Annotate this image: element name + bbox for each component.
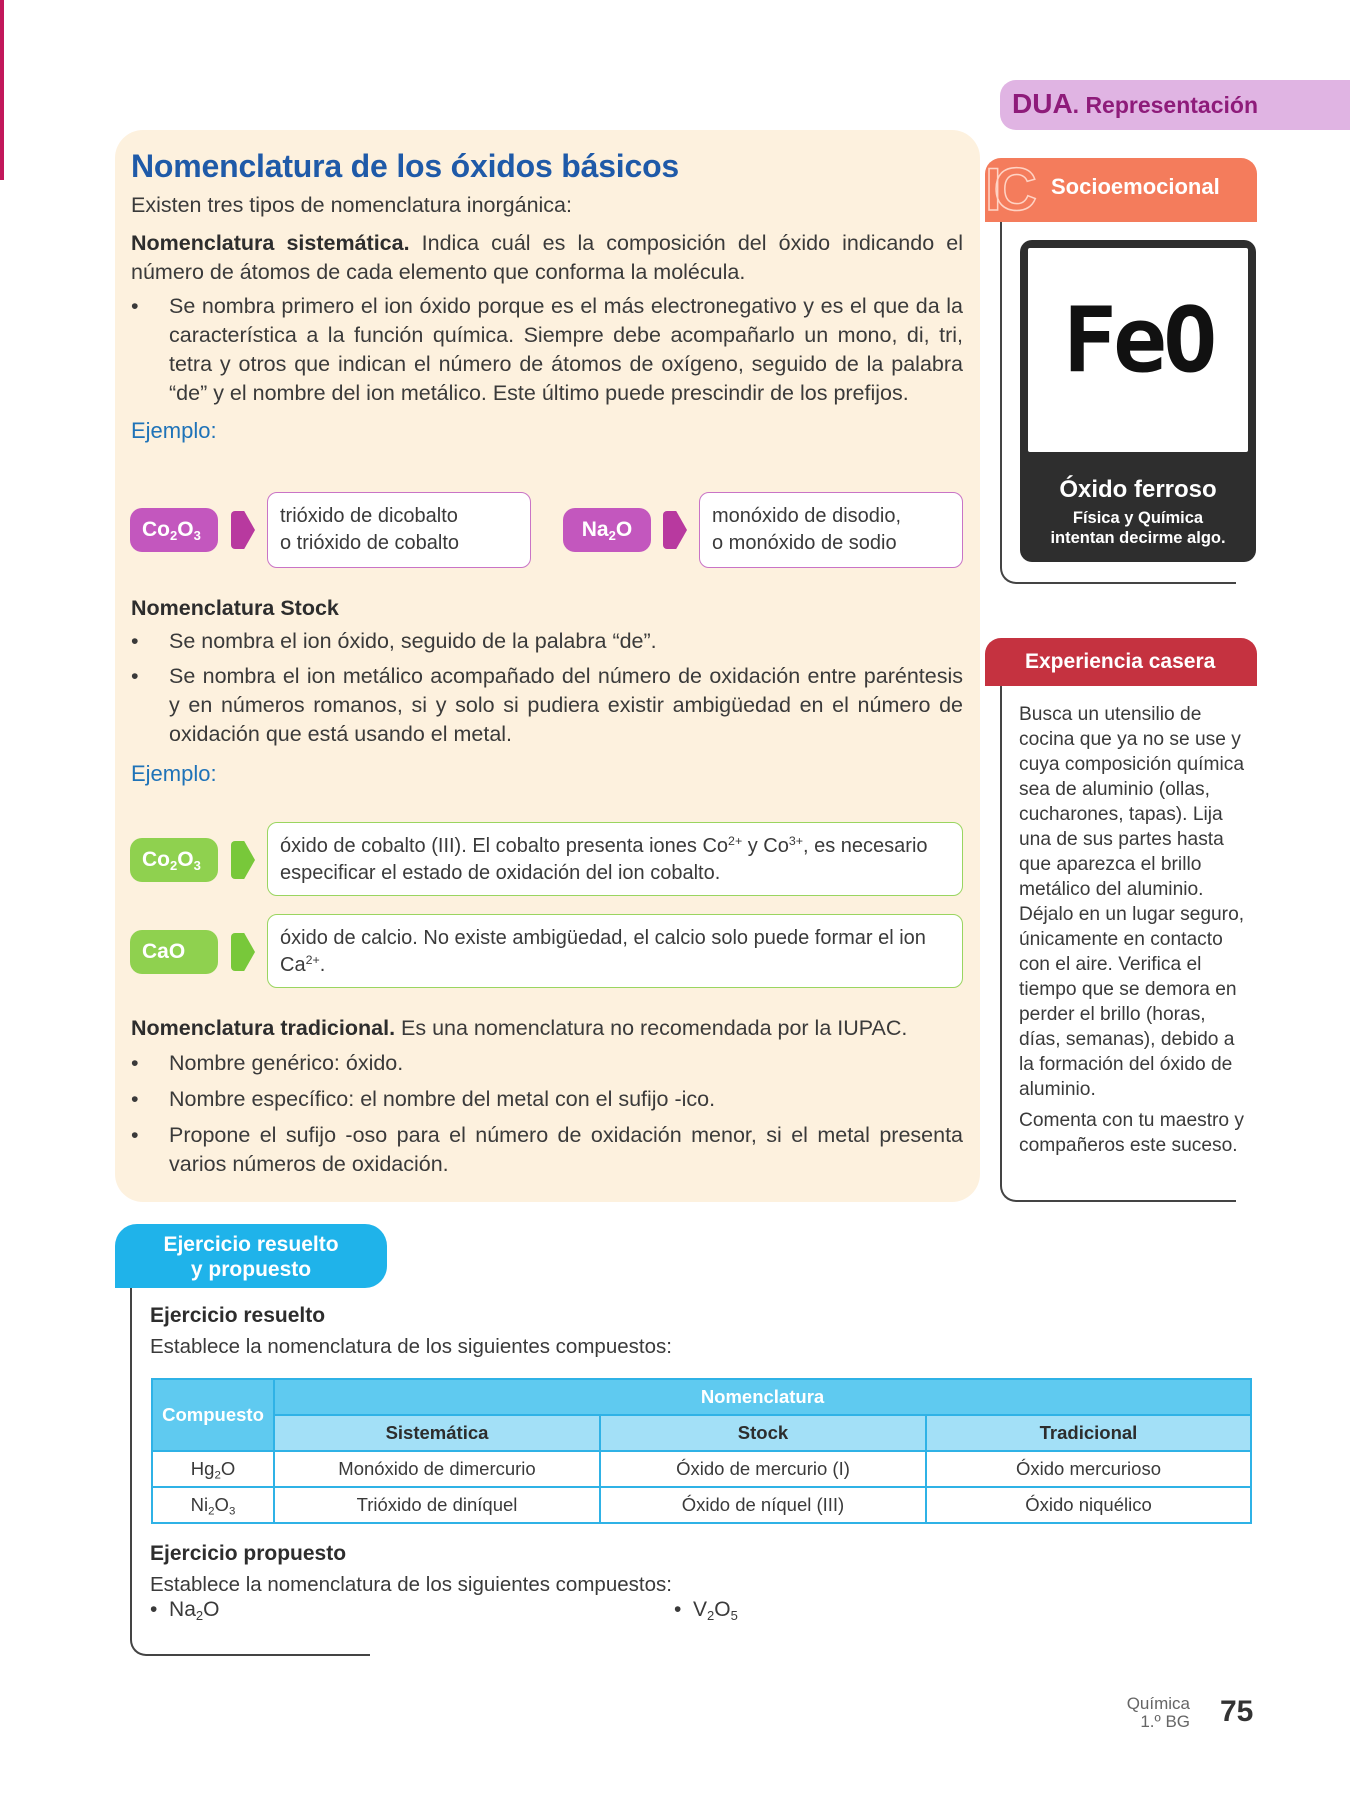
proposed-item-v2o5: • $V_2O_5$ [674, 1598, 738, 1623]
stock-section [131, 596, 963, 787]
tradicional-bullet: • Nombre específico: el nombre del metal con el sufijo -ico. [131, 1085, 963, 1114]
cell-tradicional: Óxido niquélico [926, 1487, 1251, 1523]
example-label-2: Ejemplo: [131, 761, 217, 786]
tradicional-section [131, 1014, 963, 1179]
card-subtitle [1020, 508, 1256, 548]
stock-list [131, 627, 963, 749]
arrow-icon [231, 841, 255, 879]
resuelto-text: Establece la nomenclatura de los siguientes compuestos: [150, 1335, 672, 1358]
table-row [152, 1487, 1251, 1523]
ejercicio-tab-line: y propuesto [190, 1258, 312, 1281]
stock-bullet: • Se nombra el ion óxido, seguido de la palabra “de”. [131, 627, 963, 656]
propuesto-text: Establece la nomenclatura de los siguientes compuestos: [150, 1573, 672, 1596]
experiencia-header [985, 638, 1257, 686]
cell-compuesto: $Hg_2O$ [152, 1451, 274, 1487]
col-stock: Stock [600, 1415, 926, 1451]
card-image-area [1028, 248, 1248, 452]
tradicional-bullet: • Nombre genérico: óxido. [131, 1049, 963, 1078]
tradicional-bullet: • Propone el sufijo -oso para el número de oxidación menor, si el metal presenta varios números de oxidación. [131, 1121, 963, 1179]
sistematica-paragraph [131, 229, 963, 287]
section-title: Nomenclatura de los óxidos básicos [131, 148, 680, 184]
col-nomenclatura: Nomenclatura [274, 1379, 1251, 1415]
name-box-co2o3 [267, 492, 531, 568]
socioemocional-header [985, 158, 1257, 222]
sistematica-list [131, 292, 963, 408]
resuelto-heading: Ejercicio resuelto [150, 1304, 326, 1327]
formula-chip-cao: CaO [130, 930, 218, 974]
ejercicio-tab-line: Ejercicio resuelto [163, 1233, 339, 1256]
name-line: o trióxido de cobalto [280, 532, 460, 554]
cell-sistematica: Trióxido de diníquel [274, 1487, 600, 1523]
cell-sistematica: Monóxido de dimercurio [274, 1451, 600, 1487]
experiencia-paragraph: Comenta con tu maestro y compañeros este suceso. [1019, 1110, 1245, 1156]
col-sistematica: Sistemática [274, 1415, 600, 1451]
sistematica-heading: Nomenclatura sistemática. [131, 231, 410, 255]
cell-stock: Óxido de níquel (III) [600, 1487, 926, 1523]
propuesto-heading: Ejercicio propuesto [150, 1542, 347, 1565]
card-title: Óxido ferroso [1059, 476, 1217, 503]
stock-box-calcium: óxido de calcio. No existe ambigüedad, el calcio solo puede formar el ion $Ca^{2+}$. [267, 914, 963, 988]
table-row [152, 1451, 1251, 1487]
ic-logo-icon: IC [985, 156, 1029, 223]
arrow-icon [663, 511, 687, 549]
main-content-panel [115, 130, 980, 1202]
name-box-na2o [699, 492, 963, 568]
sistematica-text: Indica cuál es la composición del óxido indicando el número de átomos de cada elemento que conforma la molécula. [131, 231, 963, 284]
tradicional-paragraph [131, 1014, 963, 1043]
tradicional-text: Es una nomenclatura no recomendada por la IUPAC. [395, 1016, 908, 1040]
tradicional-list [131, 1049, 963, 1179]
card-subtitle-line: intentan decirme algo. [1050, 529, 1226, 547]
stock-heading: Nomenclatura Stock [131, 596, 339, 620]
dua-sublabel: . Representación [1072, 92, 1259, 118]
col-tradicional: Tradicional [926, 1415, 1251, 1451]
proposed-item-na2o: • $Na_2O$ [150, 1598, 220, 1623]
socioemocional-label: Socioemocional [1051, 174, 1220, 199]
formula-chip-na2o: $Na_2O$ [563, 508, 651, 552]
footer-subject-name: Química [1126, 1694, 1190, 1713]
page-number: 75 [1220, 1695, 1254, 1728]
name-line: o monóxido de sodio [712, 532, 897, 554]
name-line: trióxido de dicobalto [280, 505, 458, 527]
stock-box-cobalt: óxido de cobalto (III). El cobalto presenta iones $Co^{2+}$ y $Co^{3+}$, es necesario especificar el estado de oxidación del ion cobalto. [267, 822, 963, 896]
tradicional-heading: Nomenclatura tradicional. [131, 1016, 396, 1040]
card-formula: FeO [1062, 288, 1214, 393]
stock-bullet: • Se nombra el ion metálico acompañado del número de oxidación entre paréntesis y en números romanos, si y solo si pudiera existir ambigüedad en el número de oxidación que está usando el metal. [131, 662, 963, 749]
footer-subject [1110, 1695, 1190, 1731]
arrow-icon [231, 511, 255, 549]
arrow-icon [231, 933, 255, 971]
page-edge-mark [0, 0, 4, 180]
name-line: monóxido de disodio, [712, 505, 902, 527]
cell-compuesto: $Ni_2O_3$ [152, 1487, 274, 1523]
dua-label: DUA [1012, 88, 1073, 119]
footer-grade: 1.º BG [1140, 1712, 1190, 1731]
formula-chip-co2o3: $Co_2O_3$ [130, 508, 218, 552]
formula-chip-co2o3-stock: $Co_2O_3$ [130, 838, 218, 882]
experiencia-text [1019, 702, 1251, 1158]
experiencia-paragraph: Busca un utensilio de cocina que ya no se use y cuya composición química sea de aluminio (ollas, cucharones, tapas). Lija una de sus partes hasta que aparezca el brillo metálico del aluminio. Déjalo en un lugar seguro, únicamente en contacto con el aire. Verifica el tiempo que se demora en perder el brillo (horas, días, semanas), debido a la formación del óxido de aluminio. [1019, 704, 1245, 1100]
sistematica-bullet: • Se nombra primero el ion óxido porque es el más electronegativo y es el que da la característica a la función química. Siempre debe acompañarlo un mono, di, tri, tetra y otros que indican el número de átomos de oxígeno, seguido de la palabra “de” y el nombre del ion metálico. Este último puede prescindir de los prefijos. [131, 292, 963, 408]
intro-text: Existen tres tipos de nomenclatura inorgánica: [131, 193, 572, 217]
col-compuesto: Compuesto [152, 1379, 274, 1451]
cell-tradicional: Óxido mercurioso [926, 1451, 1251, 1487]
card-subtitle-line: Física y Química [1072, 509, 1204, 527]
dua-tag [1000, 80, 1350, 130]
example-label-1: Ejemplo: [131, 418, 217, 443]
cell-stock: Óxido de mercurio (I) [600, 1451, 926, 1487]
experiencia-label: Experiencia casera [1025, 650, 1216, 673]
ejercicio-tab [115, 1224, 387, 1288]
nomenclature-table [151, 1378, 1252, 1524]
socioemocional-card [1020, 240, 1256, 562]
